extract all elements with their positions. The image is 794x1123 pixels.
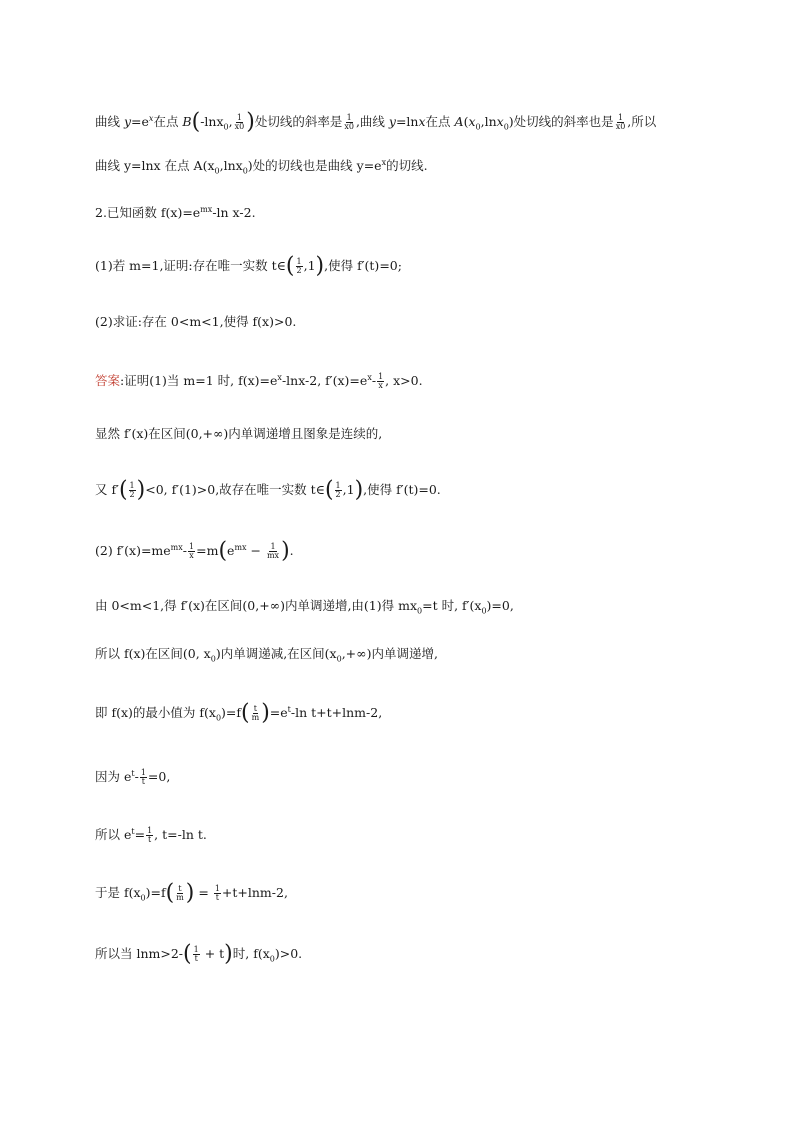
solution-line-1: [95, 424, 715, 444]
text: t: [287, 705, 291, 714]
text: )=f: [145, 885, 166, 900]
text: x: [468, 114, 476, 130]
left-paren: (: [324, 477, 334, 503]
text: ,: [228, 114, 233, 130]
solution-line-2: [95, 477, 715, 503]
question-2-part-1: [95, 253, 715, 279]
text: y: [388, 114, 396, 130]
text: , x>0.: [385, 373, 423, 389]
text: ,ln: [480, 114, 497, 130]
text: x: [277, 373, 282, 382]
right-paren: ): [261, 700, 270, 726]
text: 0: [210, 654, 216, 664]
text: 时, f(x: [232, 946, 270, 961]
text: B: [182, 114, 192, 130]
text: )处切线的斜率也是: [508, 114, 614, 130]
left-paren: (: [191, 109, 201, 135]
fraction: $\frac{1}{t}$: [147, 826, 153, 845]
text: , t=-ln t.: [154, 827, 207, 843]
right-paren: ): [354, 477, 364, 503]
text: ,lnx: [219, 158, 243, 174]
fraction: $\frac{1}{t}$: [214, 884, 220, 902]
text: 所以 e: [95, 827, 132, 843]
fraction: $\frac{1}{t}$: [140, 768, 146, 787]
text: 0: [269, 954, 275, 964]
right-paren: ): [315, 253, 325, 279]
question-2-part-2: [95, 312, 715, 332]
text: =: [134, 827, 146, 843]
text: x: [496, 114, 504, 130]
text: 0: [417, 606, 423, 616]
fraction: $\frac{1}{x}$: [378, 372, 384, 391]
text: 0: [336, 654, 342, 664]
text: =ln: [395, 114, 419, 130]
text: 2.已知函数 f(x)=e: [95, 205, 201, 221]
text: e: [227, 543, 235, 559]
right-paren: ): [246, 109, 255, 135]
text: -lnx-2, f′(x)=e: [281, 373, 368, 389]
left-paren: (: [165, 880, 175, 906]
text: 显然 f′(x)在区间(0,+∞)内单调递增且图象是连续的,: [95, 426, 383, 441]
text: (1)若 m=1,证明:存在唯一实数 t∈: [95, 258, 286, 273]
text: 0: [223, 122, 229, 132]
text: +t+lnm-2,: [221, 885, 288, 900]
text: 的切线.: [386, 158, 428, 174]
text: 因为 e: [95, 769, 132, 785]
text: 处切线的斜率是: [254, 114, 343, 130]
solution-line-8: [95, 822, 715, 845]
text: A: [454, 114, 464, 130]
left-paren: (: [183, 941, 192, 967]
left-paren: (: [218, 538, 228, 564]
text: 0: [214, 166, 220, 176]
text: 又 f′: [95, 482, 119, 497]
solution-line-9: [95, 880, 715, 909]
text: ,所以: [627, 114, 657, 130]
fraction: $\frac{1}{t}$: [193, 945, 199, 963]
text: -: [134, 769, 139, 785]
text: t: [131, 827, 135, 836]
left-paren: (: [241, 700, 250, 726]
text: 0: [242, 166, 248, 176]
left-paren: (: [118, 477, 128, 503]
text: ,使得 f′(t)=0;: [324, 258, 402, 273]
text: ,使得 f′(t)=0.: [363, 482, 441, 497]
right-paren: ): [281, 538, 290, 564]
text: ,+∞)内单调递增,: [341, 646, 438, 661]
text: )=f: [221, 705, 242, 721]
text: −: [246, 543, 265, 559]
text: 即 f(x)的最小值为 f(x: [95, 705, 216, 721]
text: 0: [215, 713, 222, 723]
fraction: $\frac{1}{x0}$: [615, 113, 626, 132]
right-paren: ): [136, 477, 146, 503]
left-paren: (: [285, 253, 295, 279]
text: 曲线 y=lnx 在点 A(x: [95, 158, 215, 174]
solution-line-10: [95, 941, 715, 970]
right-paren: ): [224, 941, 233, 967]
text: 0: [503, 122, 509, 132]
text: .: [289, 543, 294, 559]
text: (2)求证:存在 0<m<1,使得 f(x)>0.: [95, 314, 297, 329]
text: -: [182, 543, 188, 559]
text: =e: [269, 705, 288, 721]
text: (2) f′(x)=me: [95, 543, 171, 559]
answer-line: [95, 368, 715, 391]
text: )=0,: [486, 598, 514, 613]
solution-line-5: [95, 644, 715, 670]
text: mx: [234, 543, 247, 552]
text: 在点: [425, 114, 455, 130]
text: + t: [200, 946, 225, 961]
text: -: [371, 373, 377, 389]
text: <0, f′(1)>0,故存在唯一实数 t∈: [145, 482, 325, 497]
text: mx: [170, 543, 183, 552]
paragraph-line-2: [95, 153, 715, 182]
text: =t 时, f′(x: [422, 598, 482, 613]
fraction: $\frac{1}{mx}$: [266, 542, 280, 561]
fraction: $\frac{1}{x0}$: [344, 113, 354, 132]
fraction: $\frac{1}{2}$: [296, 257, 302, 275]
text: x: [381, 158, 387, 167]
answer-label: 答案: [95, 373, 121, 389]
text: (: [463, 114, 469, 130]
text: ,1: [342, 482, 355, 497]
fraction: $\frac{1}{2}$: [335, 481, 341, 499]
text: =m: [196, 543, 219, 559]
solution-line-7: [95, 764, 715, 787]
fraction: $\frac{1}{x}$: [189, 542, 195, 561]
solution-line-3: [95, 538, 715, 562]
text: :证明(1)当 m=1 时, f(x)=e: [120, 373, 278, 389]
question-2: [95, 200, 715, 223]
text: =: [194, 885, 213, 900]
text: )>0.: [274, 946, 303, 961]
text: ,1: [303, 258, 316, 273]
right-paren: ): [185, 880, 195, 906]
text: x: [367, 373, 372, 382]
text: 0: [475, 122, 481, 132]
text: )内单调递减,在区间(x: [215, 646, 337, 661]
text: =e: [131, 114, 149, 130]
paragraph-line-1: [95, 109, 715, 138]
text: t: [131, 769, 135, 778]
fraction: $\frac{t}{m}$: [251, 704, 260, 723]
solution-line-6: [95, 700, 715, 729]
text: y: [123, 114, 132, 130]
fraction: $\frac{1}{x0}$: [234, 113, 245, 132]
text: 于是 f(x: [95, 885, 141, 900]
text: x: [148, 114, 154, 123]
fraction: $\frac{t}{m}$: [176, 884, 184, 902]
text: mx: [200, 205, 213, 214]
text: )处的切线也是曲线 y=e: [247, 158, 382, 174]
text: ,曲线: [355, 114, 389, 130]
text: 在点: [153, 114, 183, 130]
text: 0: [481, 606, 487, 616]
text: 曲线: [95, 114, 124, 130]
fraction: $\frac{1}{2}$: [129, 481, 135, 499]
text: -ln x-2.: [212, 205, 256, 221]
text: 所以当 lnm>2-: [95, 946, 184, 961]
text: -ln t+t+lnm-2,: [290, 705, 383, 721]
text: x: [418, 114, 426, 130]
text: -lnx: [200, 114, 224, 130]
text: 由 0<m<1,得 f′(x)在区间(0,+∞)内单调递增,由(1)得 mx: [95, 598, 418, 613]
text: =0,: [147, 769, 171, 785]
solution-line-4: [95, 596, 715, 622]
text: 所以 f(x)在区间(0, x: [95, 646, 211, 661]
text: 0: [140, 893, 146, 903]
